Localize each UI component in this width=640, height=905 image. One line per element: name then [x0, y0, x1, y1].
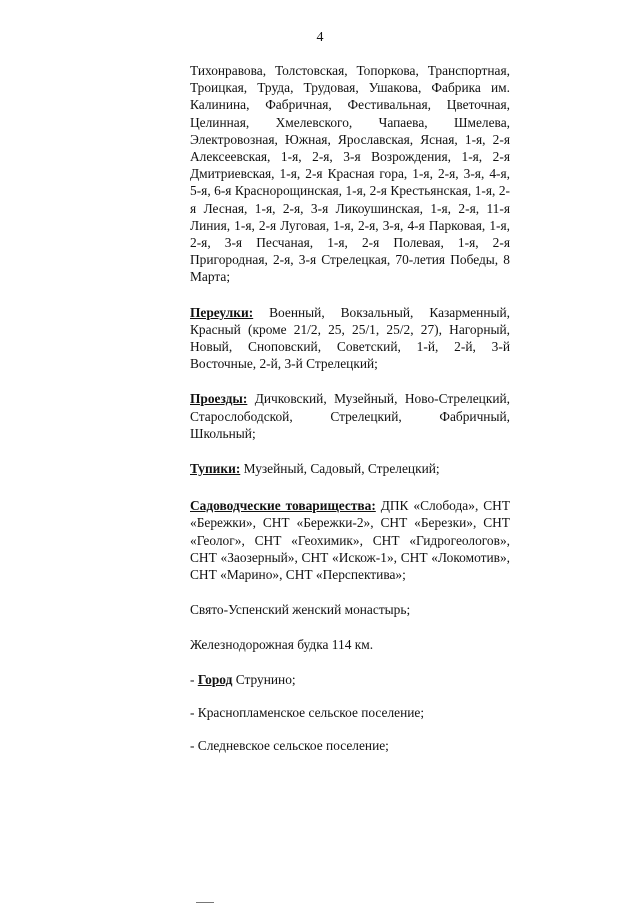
passages-heading: Проезды: [190, 391, 248, 407]
gardening-paragraph [190, 497, 510, 583]
city-text: Струнино; [232, 671, 296, 687]
dead-ends-paragraph [190, 460, 510, 477]
gardening-text: ДПК «Слобода», СНТ «Бережки», СНТ «Бережки-2», СНТ «Березки», СНТ «Геолог», СНТ «Геохимик», СНТ «Гидрогеологов», СНТ «Заозерный», СНТ «Искож-1», СНТ «Локомотив», СНТ «Марино», СНТ «Перспектива»; [190, 498, 510, 583]
city-heading: Город [197, 671, 233, 687]
scan-artifact-line [196, 902, 214, 903]
lanes-heading: Переулки: [190, 304, 254, 320]
document-body [190, 62, 510, 754]
passages-text: Дичковский, Музейный, Ново-Стрелецкий, Старослободской, Стрелецкий, Фабричный, Школьный; [190, 391, 510, 441]
passages-paragraph [190, 390, 510, 442]
city-prefix: - [190, 671, 198, 687]
settlement-line-2: - Следневское сельское поселение; [190, 738, 389, 754]
monastery-line: Свято-Успенский женский монастырь; [190, 602, 411, 618]
lanes-text: Военный, Вокзальный, Казарменный, Красный (кроме 21/2, 25, 25/1, 25/2, 27), Нагорный, Новый, Сноповский, Советский, 1-й, 2-й, 3-й Восточные, 2-й, 3-й Стрелецкий; [190, 304, 510, 372]
gardening-heading: Садоводческие товарищества: [190, 498, 376, 514]
city-line [190, 671, 510, 688]
railway-booth-line: Железнодорожная будка 114 км. [190, 637, 374, 653]
settlement-line-1: - Краснопламенское сельское поселение; [190, 704, 425, 720]
streets-paragraph: Тихонравова, Толстовская, Топоркова, Транспортная, Троицкая, Труда, Трудовая, Ушакова, Фабрика им. Калинина, Фабричная, Фестивальная, Цветочная, Целинная, Хмелевского, Чапаева, Шмелева, Электровозная, Южная, Ярославская, Ясная, 1-я, 2-я Алексеевская, 1-я, 2-я, 3-я Возрождения, 1-я, 2-я Дмитриевская, 1-я, 2-я Красная гора, 1-я, 2-я, 3-я, 4-я, 5-я, 6-я Краснорощинская, 1-я, 2-я Крестьянская, 1-я, 2-я Лесная, 1-я, 2-я, 3-я Ликоушинская, 1-я, 2-я, 11-я Линия, 1-я, 2-я Луговая, 1-я, 2-я, 3-я, 4-я Парковая, 1-я, 2-я, 3-я Песчаная, 1-я, 2-я Полевая, 1-я, 2-я Пригородная, 2-я, 3-я Стрелецкая, 70-летия Победы, 8 Марта; [190, 63, 510, 285]
lanes-paragraph [190, 304, 510, 373]
page-number: 4 [316, 30, 324, 45]
dead-ends-heading: Тупики: [190, 461, 241, 477]
dead-ends-text: Музейный, Садовый, Стрелецкий; [240, 461, 440, 477]
